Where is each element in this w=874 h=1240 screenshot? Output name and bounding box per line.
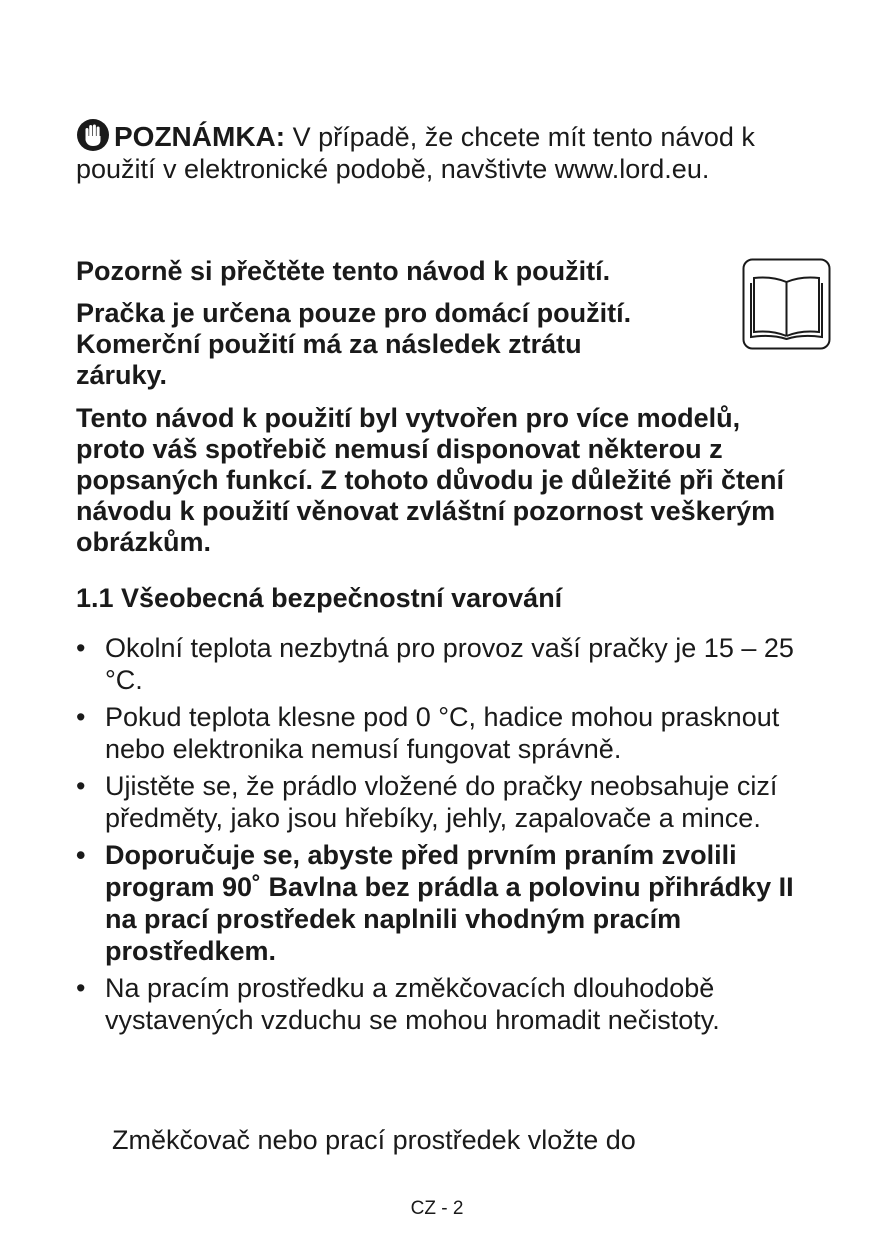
bullet: • bbox=[76, 771, 86, 801]
list-item: • Pokud teplota klesne pod 0 °C, hadice mohou prasknout nebo elektronika nemusí fungovat správně. bbox=[76, 702, 780, 764]
safety-warnings-list bbox=[76, 632, 816, 1036]
intro-domestic-line3: záruky. bbox=[76, 360, 168, 390]
list-item: • Okolní teplota nezbytná pro provoz vaší pračky je 15 – 25 °C. bbox=[76, 633, 794, 695]
open-book-icon bbox=[742, 258, 831, 350]
note-text: V případě, že chcete mít tento návod k použití v elektronické podobě, navštivte www.lord.eu. bbox=[76, 122, 755, 184]
bullet: • bbox=[76, 633, 86, 663]
list-item: • Ujistěte se, že prádlo vložené do pračky neobsahuje cizí předměty, jako jsou hřebíky, jehly, zapalovače a mince. bbox=[76, 771, 778, 833]
intro-read-carefully: Pozorně si přečtěte tento návod k použití. bbox=[76, 256, 611, 286]
hand-stop-icon bbox=[76, 118, 110, 152]
intro-domestic-line1: Pračka je určena pouze pro domácí použití. bbox=[76, 298, 632, 328]
intro-domestic-line2: Komerční použití má za následek ztrátu bbox=[76, 329, 582, 359]
bullet: • bbox=[76, 840, 86, 870]
note-label: POZNÁMKA: bbox=[114, 121, 286, 152]
intro-models-note: Tento návod k použití byl vytvořen pro více modelů, proto váš spotřebič nemusí disponovat některou z popsaných funkcí. Z tohoto důvodu je důležité při čtení návodu k použití věnovat zvláštní pozornost veškerým obrázkům. bbox=[76, 403, 785, 557]
bullet: • bbox=[76, 973, 86, 1003]
bullet: • bbox=[76, 702, 86, 732]
list-item: • Na pracím prostředku a změkčovacích dlouhodobě vystavených vzduchu se mohou hromadit nečistoty. bbox=[76, 973, 720, 1035]
note-block bbox=[76, 118, 776, 185]
continuation-text: Změkčovač nebo prací prostředek vložte do bbox=[112, 1125, 636, 1155]
intro-domestic-use bbox=[76, 298, 796, 391]
list-item: • Doporučuje se, abyste před prvním praním zvolili program 90˚ Bavlna bez prádla a polovinu přihrádky II na prací prostředek naplnili vhodným pracím prostředkem. bbox=[76, 840, 794, 966]
section-title: 1.1 Všeobecná bezpečnostní varování bbox=[76, 583, 563, 613]
page-number: CZ - 2 bbox=[410, 1198, 464, 1219]
